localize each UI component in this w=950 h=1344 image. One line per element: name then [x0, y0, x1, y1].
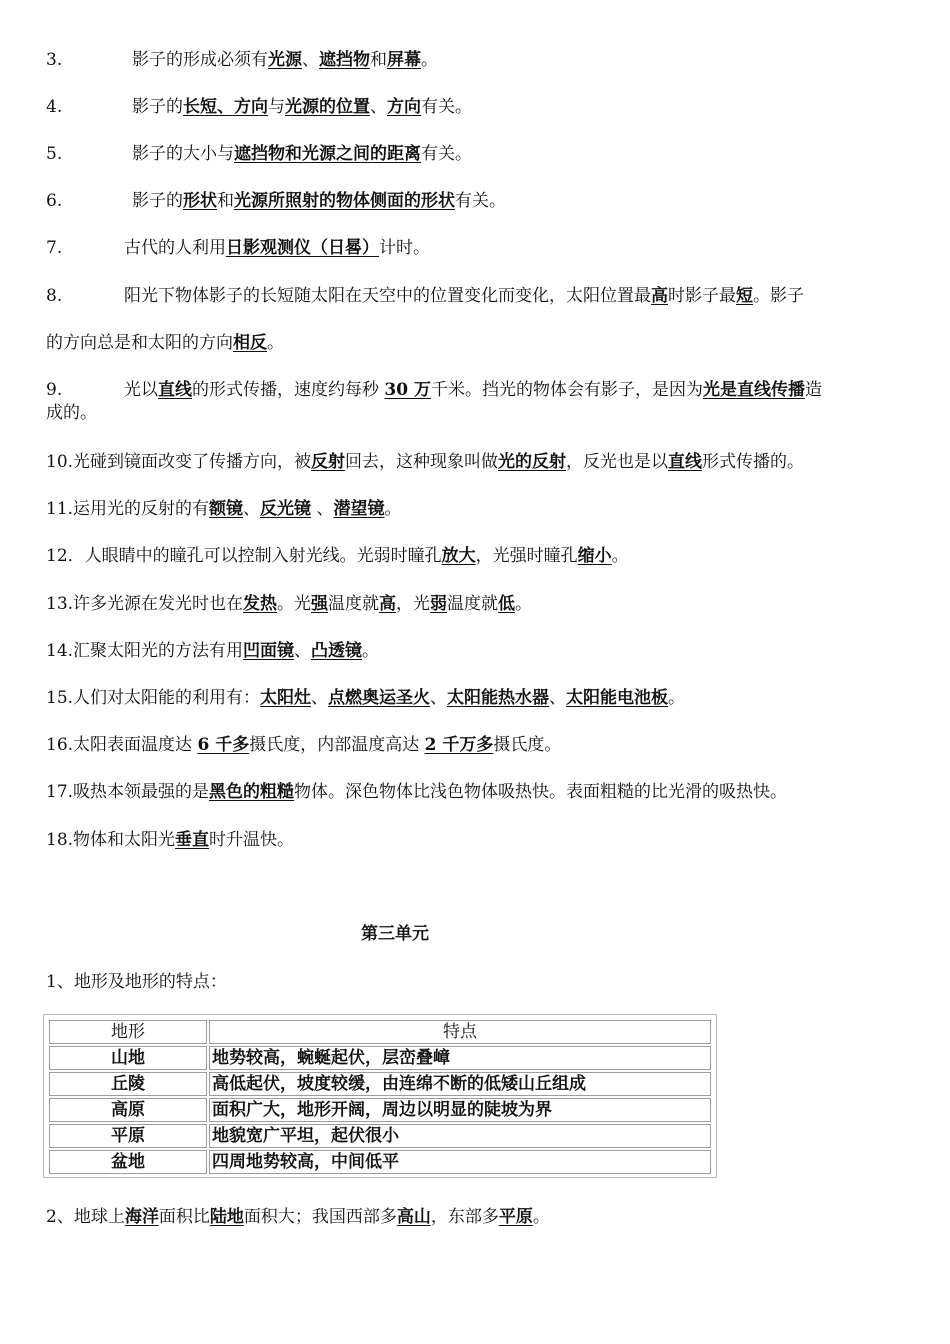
key-term: 高: [379, 594, 397, 614]
note-item: [46, 95, 472, 119]
terrain-table-body: [49, 1020, 711, 1174]
text-run: 温度就: [447, 594, 499, 614]
table-row: [49, 1046, 711, 1070]
key-term: 凸透镜: [311, 641, 363, 661]
key-term: 光是直线传播: [702, 380, 805, 400]
text-run: 影子的: [132, 97, 183, 117]
text-run: 物体。深色物体比浅色物体吸热快。表面粗糙的比光滑的吸热快。: [294, 782, 788, 802]
text-run: 成的。: [46, 403, 97, 423]
terrain-feature-cell: 四周地势较高，中间低平: [209, 1150, 711, 1174]
text-run: ，反光也是以: [566, 452, 669, 472]
key-term: 潜望镜: [333, 499, 385, 519]
key-term: 太阳能热水器: [447, 688, 550, 708]
item-number: 14.: [46, 641, 74, 661]
table-row: [49, 1098, 711, 1122]
text-run: 、: [370, 97, 387, 117]
key-term: 2 千万多: [424, 735, 494, 755]
note-item: [46, 401, 97, 425]
text-run: 太阳表面温度达: [73, 735, 198, 755]
text-run: 。: [532, 1207, 550, 1227]
key-term: 相反: [233, 333, 267, 353]
text-run: 。: [421, 50, 438, 70]
key-term: 高山: [396, 1207, 431, 1227]
item-number: 3.: [46, 50, 63, 70]
text-run: 和: [370, 50, 387, 70]
text-run: 有关。: [455, 191, 506, 211]
note-item: [46, 497, 401, 521]
note-item: [46, 686, 685, 710]
key-term: 放大: [441, 546, 476, 566]
text-run: 。: [362, 641, 380, 661]
text-run: 。: [668, 688, 686, 708]
text-run: 古代的人利用: [124, 238, 226, 258]
item-text: [73, 782, 787, 802]
text-run: 的方向总是和太阳的方向: [46, 333, 233, 353]
text-run: 面积比: [158, 1207, 210, 1227]
terrain-name-cell: 山地: [49, 1046, 207, 1070]
key-term: 太阳能电池板: [566, 688, 669, 708]
table-row: [49, 1072, 711, 1096]
text-run: 和: [217, 191, 234, 211]
text-run: 吸热本领最强的是: [73, 782, 210, 802]
item-number: 11.: [46, 499, 74, 519]
item-text: [73, 830, 294, 850]
key-term: 垂直: [175, 830, 210, 850]
item-text: [73, 641, 379, 661]
key-term: 低: [498, 594, 516, 614]
key-term: 陆地: [209, 1207, 244, 1227]
key-term: 遮挡物: [319, 50, 370, 70]
text-run: 人们对太阳能的利用有：: [73, 688, 261, 708]
item-text: [73, 735, 561, 755]
terrain-feature-cell: 高低起伏，坡度较缓，由连绵不断的低矮山丘组成: [209, 1072, 711, 1096]
text-run: 、: [294, 641, 312, 661]
table-header-row: [49, 1020, 711, 1044]
item-number: 13.: [46, 594, 74, 614]
key-term: 30 万: [384, 380, 431, 400]
text-run: 光以: [124, 380, 158, 400]
note-item: [46, 48, 438, 72]
text-run: 运用光的反射的有: [73, 499, 210, 519]
section-item-2: [46, 1205, 550, 1229]
table-row: [49, 1124, 711, 1148]
item-number: 8.: [46, 286, 63, 306]
item-number: 6.: [46, 191, 63, 211]
item-text: [73, 499, 401, 519]
text-run: 汇聚太阳光的方法有用: [73, 641, 244, 661]
text-run: 千米。挡光的物体会有影子，是因为: [430, 380, 703, 400]
item-number: 4.: [46, 97, 63, 117]
key-term: 点燃奥运圣火: [328, 688, 431, 708]
item-text: [73, 452, 804, 472]
text-run: 。影子: [753, 286, 804, 306]
key-term: 光的反射: [498, 452, 567, 472]
key-term: 6 千多: [197, 735, 250, 755]
table-row: [49, 1150, 711, 1174]
item-number: 17.: [46, 782, 74, 802]
section-item-1: 1、地形及地形的特点：: [46, 972, 227, 992]
table-header-cell: 特点: [209, 1020, 711, 1044]
table-header-cell: 地形: [49, 1020, 207, 1044]
key-term: 高: [651, 286, 668, 306]
text-run: ，光强时瞳孔: [475, 546, 578, 566]
text-run: 、: [311, 688, 329, 708]
text-run: 计时。: [379, 238, 430, 258]
key-term: 发热: [243, 594, 278, 614]
text-run: 与: [268, 97, 285, 117]
item-text: [132, 191, 506, 211]
note-item: [46, 592, 532, 616]
key-term: 短: [736, 286, 753, 306]
text-run: 影子的: [132, 191, 183, 211]
item-text: [46, 333, 284, 353]
item-text: [124, 286, 804, 306]
key-term: 平原: [498, 1207, 533, 1227]
key-term: 光源的位置: [285, 97, 370, 117]
item-number: 18.: [46, 830, 74, 850]
key-term: 屏幕: [387, 50, 421, 70]
item-text: [132, 50, 438, 70]
terrain-name-cell: 高原: [49, 1098, 207, 1122]
text-run: 影子的大小与: [132, 144, 234, 164]
item-number: 10.: [46, 452, 74, 472]
note-item: [46, 236, 430, 260]
text-run: 。: [267, 333, 284, 353]
text-run: 面积大；我国西部多: [243, 1207, 397, 1227]
terrain-feature-cell: 面积广大，地形开阔，周边以明显的陡坡为界: [209, 1098, 711, 1122]
terrain-name-cell: 平原: [49, 1124, 207, 1148]
text-run: 。: [384, 499, 402, 519]
item-text: [73, 594, 532, 614]
key-term: 凹面镜: [243, 641, 295, 661]
item-number: 15.: [46, 688, 74, 708]
item-number: 12．: [46, 546, 85, 566]
note-item: [46, 189, 506, 213]
key-term: 光源所照射的物体侧面的形状: [234, 191, 455, 211]
text-run: 许多光源在发光时也在: [73, 594, 244, 614]
key-term: 方向: [387, 97, 421, 117]
key-term: 额镜: [209, 499, 244, 519]
text-run: 造: [804, 380, 822, 400]
text-run: 时升温快。: [209, 830, 295, 850]
text-run: 、: [243, 499, 261, 519]
note-item: [46, 733, 561, 757]
terrain-name-cell: 丘陵: [49, 1072, 207, 1096]
text-run: 回去，这种现象叫做: [345, 452, 499, 472]
key-term: 缩小: [577, 546, 612, 566]
text-run: 阳光下物体影子的长短随太阳在天空中的位置变化而变化，太阳位置最: [124, 286, 651, 306]
key-term: 强: [311, 594, 329, 614]
note-item: [46, 378, 822, 402]
note-item: [46, 331, 284, 355]
text-run: 人眼睛中的瞳孔可以控制入射光线。光弱时瞳孔: [84, 546, 442, 566]
text-run: 、: [549, 688, 567, 708]
text-run: 温度就: [328, 594, 380, 614]
key-term: 日影观测仪（日晷）: [226, 238, 379, 258]
key-term: 遮挡物和光源之间的距离: [234, 144, 421, 164]
item-number: 16.: [46, 735, 74, 755]
note-item: [46, 544, 629, 568]
note-item: [46, 828, 294, 852]
text-run: ，东部多: [430, 1207, 499, 1227]
item-number: 5.: [46, 144, 63, 164]
key-term: 形状: [183, 191, 217, 211]
text-run: 、: [302, 50, 319, 70]
text-run: 、: [430, 688, 448, 708]
text-run: 有关。: [421, 97, 472, 117]
item-text: [46, 403, 97, 423]
section-title: 第三单元: [361, 924, 429, 944]
item-text: [124, 380, 822, 400]
item-text: [132, 97, 472, 117]
note-item: [46, 450, 804, 474]
text-run: 2、地球上: [46, 1207, 125, 1227]
text-run: 。: [515, 594, 533, 614]
item-number: 9.: [46, 380, 63, 400]
note-item: [46, 639, 379, 663]
text-run: 。: [611, 546, 629, 566]
item-text: [73, 688, 685, 708]
text-run: 形式传播的。: [702, 452, 805, 472]
key-term: 弱: [430, 594, 448, 614]
note-item: [46, 284, 804, 308]
key-term: 直线: [158, 380, 192, 400]
item-text: [85, 546, 629, 566]
text-run: 摄氏度。: [493, 735, 562, 755]
key-term: 海洋: [124, 1207, 159, 1227]
key-term: 直线: [668, 452, 703, 472]
text-run: 影子的形成必须有: [132, 50, 268, 70]
terrain-feature-cell: 地势较高，蜿蜒起伏，层峦叠嶂: [209, 1046, 711, 1070]
terrain-table: [43, 1014, 717, 1178]
key-term: 反光镜: [260, 499, 312, 519]
text-run: 时影子最: [668, 286, 736, 306]
note-item: [46, 142, 472, 166]
key-term: 反射: [311, 452, 346, 472]
terrain-name-cell: 盆地: [49, 1150, 207, 1174]
terrain-feature-cell: 地貌宽广平坦，起伏很小: [209, 1124, 711, 1148]
text-run: 的形式传播，速度约每秒: [192, 380, 385, 400]
note-item: [46, 780, 787, 804]
key-term: 光源: [268, 50, 302, 70]
text-run: 物体和太阳光: [73, 830, 176, 850]
key-term: 黑色的粗糙: [209, 782, 295, 802]
text-run: 有关。: [421, 144, 472, 164]
text-run: 摄氏度，内部温度高达: [249, 735, 425, 755]
text-run: ，光: [396, 594, 431, 614]
key-term: 长短、方向: [183, 97, 268, 117]
text-run: 。光: [277, 594, 312, 614]
text-run: 、: [311, 499, 334, 519]
item-text: [132, 144, 472, 164]
key-term: 太阳灶: [260, 688, 312, 708]
item-number: 7.: [46, 238, 63, 258]
item-text: [124, 238, 430, 258]
text-run: 光碰到镜面改变了传播方向，被: [73, 452, 312, 472]
